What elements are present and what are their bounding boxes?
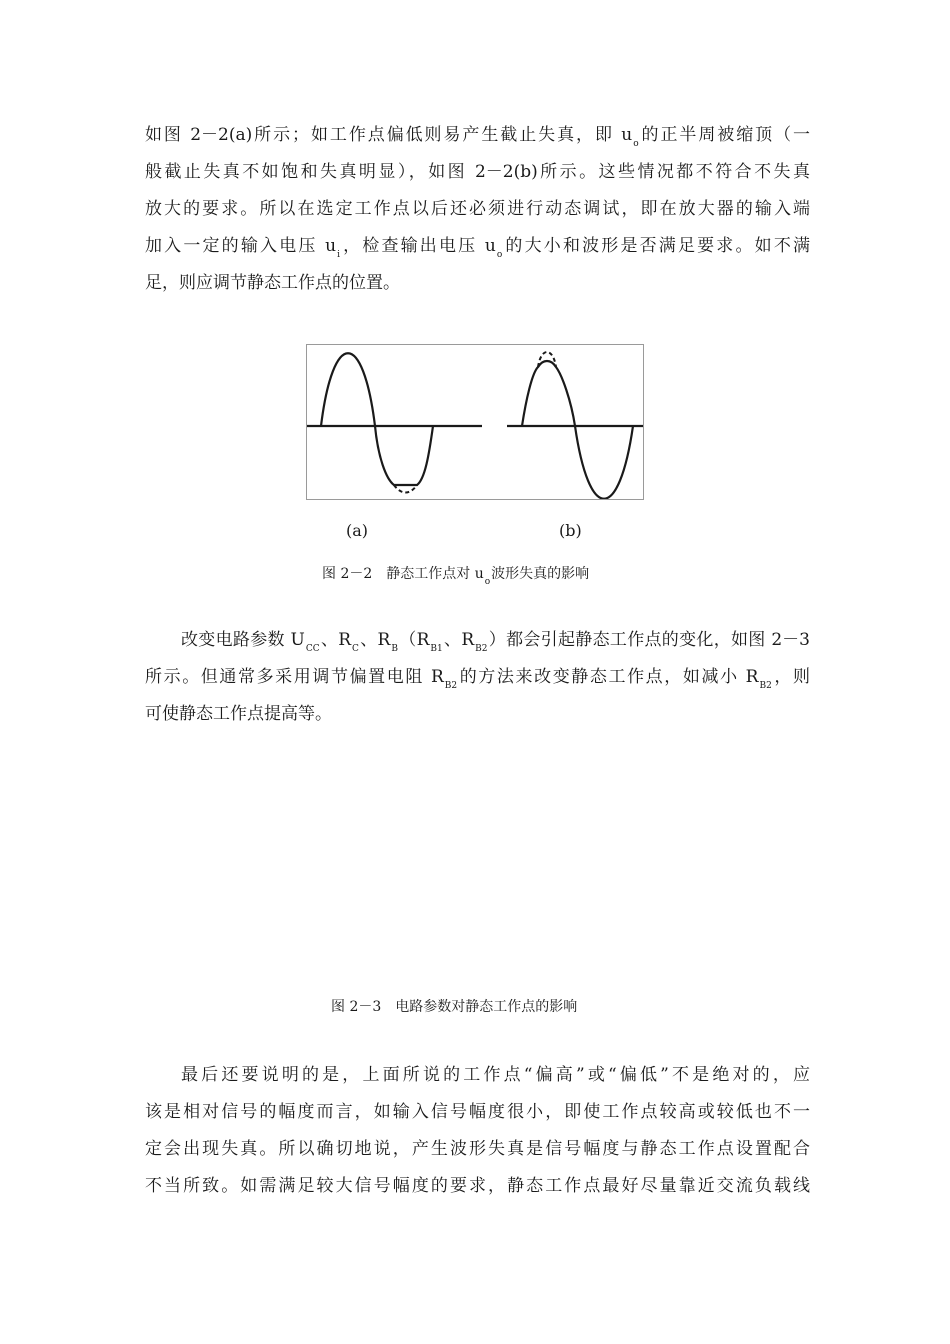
paragraph-3-line-2: 该是相对信号的幅度而言，如输入信号幅度很小，即使工作点较高或较低也不一 <box>145 1102 810 1122</box>
figure-label-b: (b) <box>559 521 582 540</box>
figure-2-3-placeholder <box>145 760 810 980</box>
waveform-diagram <box>307 345 643 499</box>
paragraph-1-line-5: 足，则应调节静态工作点的位置。 <box>145 273 400 293</box>
paragraph-3 <box>145 1057 810 1205</box>
paragraph-3-line-4: 不当所致。如需满足较大信号幅度的要求，静态工作点最好尽量靠近交流负载线 <box>145 1176 810 1196</box>
waveform-a-dashed-peak <box>394 485 417 493</box>
paragraph-2-line-2: 所示。但通常多采用调节偏置电阻 $R_{B2}$的方法来改变静态工作点，如减小 $R_{B2}$，则 <box>145 667 811 691</box>
figure-label-a: (a) <box>346 521 369 540</box>
paragraph-1-line-2: 般截止失真不如饱和失真明显），如图 2－2(b)所示。这些情况都不符合不失真 <box>145 162 810 182</box>
paragraph-1-line-3: 放大的要求。所以在选定工作点以后还必须进行动态调试，即在放大器的输入端 <box>145 199 810 219</box>
paragraph-2-line-3: 可使静态工作点提高等。 <box>145 704 332 724</box>
paragraph-2-line-1: 改变电路参数 $U_{CC}$、$R_C$、$R_B(R_{B1}$、$R_{B2}$）都会引起静态工作点的变化，如图 2－3 <box>181 630 810 654</box>
waveform-b-negative-half <box>575 426 633 499</box>
paragraph-1-line-4: 加入一定的输入电压 $u_i$，检查输出电压 $u_o$的大小和波形是否满足要求。如不满 <box>145 236 810 260</box>
waveform-a-positive-half <box>321 353 375 426</box>
waveform-a-negative-half-clipped <box>375 426 433 485</box>
paragraph-3-line-3: 定会出现失真。所以确切地说，产生波形失真是信号幅度与静态工作点设置配合 <box>145 1139 810 1159</box>
paragraph-2 <box>145 622 810 733</box>
figure-2-3-caption: 图 2－3 电路参数对静态工作点的影响 <box>331 999 578 1015</box>
paragraph-1-line-1: 如图 2－2(a)所示；如工作点偏低则易产生截止失真，即 $u_o$的正半周被缩顶（一 <box>145 125 811 149</box>
figure-2-2-waveforms <box>306 344 644 500</box>
waveform-b-positive-half-clipped <box>522 361 575 426</box>
paragraph-3-line-1: 最后还要说明的是，上面所说的工作点“偏高”或“偏低”不是绝对的，应 <box>181 1065 810 1085</box>
paragraph-1 <box>145 117 810 302</box>
figure-2-2-caption: 图 2－2 静态工作点对 $u_o$波形失真的影响 <box>322 566 590 587</box>
